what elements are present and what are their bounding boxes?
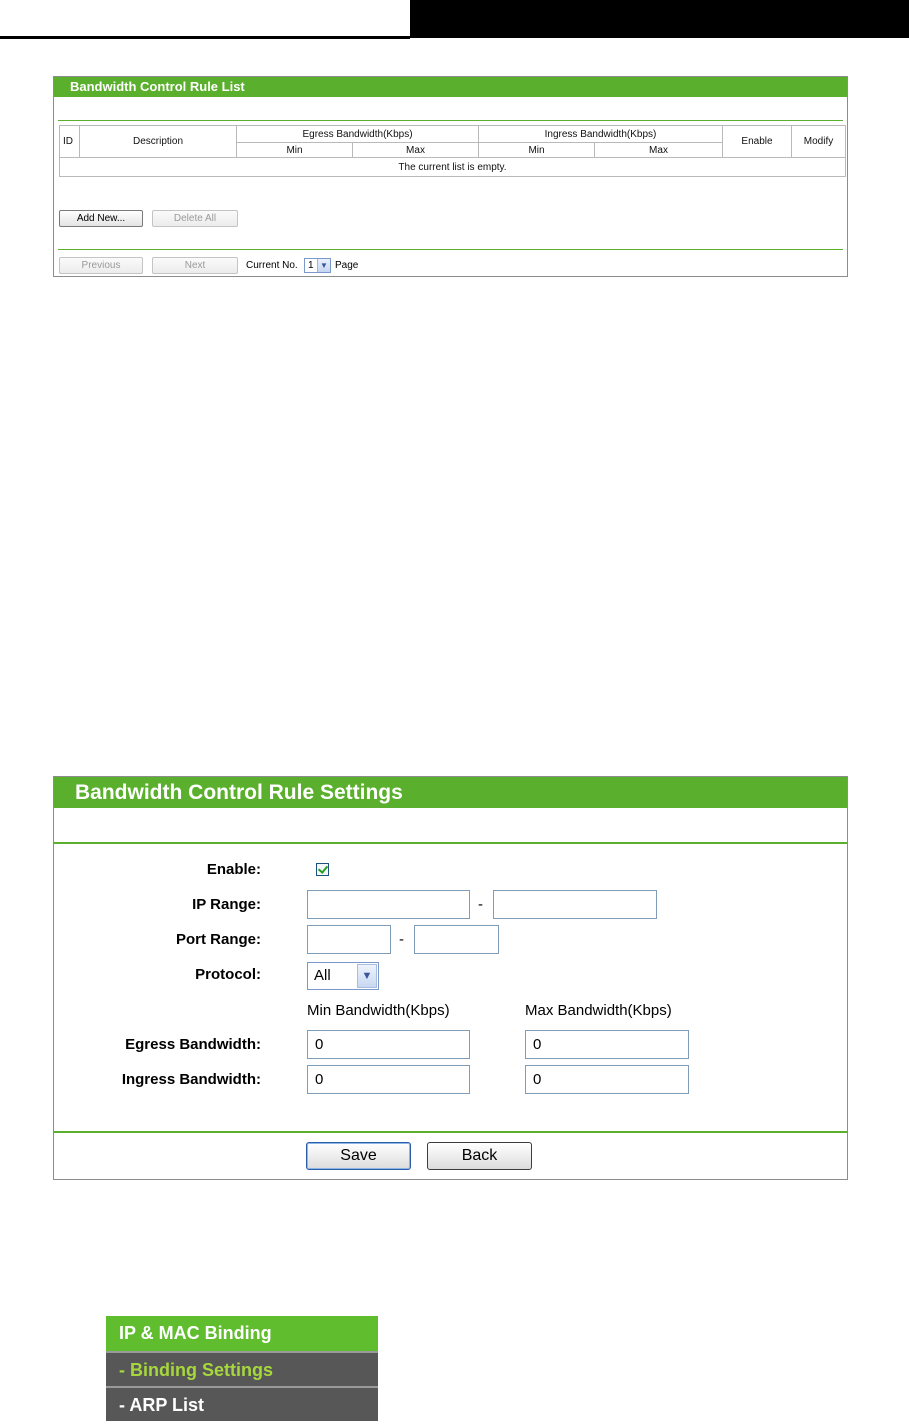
ingress-max-input[interactable]: 0	[525, 1065, 689, 1094]
min-bandwidth-header: Min Bandwidth(Kbps)	[307, 1002, 450, 1019]
ip-start-input[interactable]	[307, 890, 470, 919]
ip-end-input[interactable]	[493, 890, 657, 919]
col-description: Description	[80, 126, 237, 158]
rule-table	[59, 125, 846, 177]
divider	[54, 842, 847, 844]
menu-header-ip-mac-binding[interactable]: IP & MAC Binding	[106, 1316, 378, 1351]
port-end-input[interactable]	[414, 925, 499, 954]
chevron-down-icon: ▼	[357, 964, 377, 988]
chevron-down-icon: ▼	[317, 259, 330, 272]
egress-max-input[interactable]: 0	[525, 1030, 689, 1059]
col-egress-min: Min	[237, 143, 353, 158]
empty-list-message: The current list is empty.	[60, 158, 846, 177]
header-rule	[0, 36, 410, 39]
col-ingress: Ingress Bandwidth(Kbps)	[479, 126, 723, 143]
col-ingress-min: Min	[479, 143, 595, 158]
current-no-label: Current No.	[246, 260, 298, 271]
range-separator: -	[478, 896, 483, 913]
max-bandwidth-header: Max Bandwidth(Kbps)	[525, 1002, 672, 1019]
port-start-input[interactable]	[307, 925, 391, 954]
rule-settings-panel	[53, 776, 848, 1180]
range-separator: -	[399, 931, 404, 948]
col-id: ID	[60, 126, 80, 158]
divider	[58, 120, 843, 121]
save-button[interactable]: Save	[306, 1142, 411, 1170]
side-menu	[106, 1316, 378, 1421]
egress-min-input[interactable]: 0	[307, 1030, 470, 1059]
port-range-label: Port Range:	[175, 931, 261, 948]
protocol-value: All	[314, 967, 331, 984]
back-button[interactable]: Back	[427, 1142, 532, 1170]
delete-all-button[interactable]: Delete All	[152, 210, 238, 227]
col-modify: Modify	[792, 126, 846, 158]
enable-label: Enable:	[206, 861, 261, 878]
header-bar	[410, 0, 909, 38]
rule-settings-title: Bandwidth Control Rule Settings	[54, 777, 847, 808]
ip-range-label: IP Range:	[192, 896, 261, 913]
page-select-value: 1	[308, 260, 314, 271]
protocol-label: Protocol:	[195, 966, 261, 983]
add-new-button[interactable]: Add New...	[59, 210, 143, 227]
col-egress-max: Max	[353, 143, 479, 158]
menu-item-arp-list[interactable]: - ARP List	[106, 1386, 378, 1421]
next-button[interactable]: Next	[152, 257, 238, 274]
col-ingress-max: Max	[595, 143, 723, 158]
ingress-min-input[interactable]: 0	[307, 1065, 470, 1094]
col-enable: Enable	[723, 126, 792, 158]
page-select[interactable]	[304, 258, 331, 273]
divider	[58, 249, 843, 250]
enable-checkbox[interactable]	[316, 863, 329, 876]
egress-bandwidth-label: Egress Bandwidth:	[125, 1036, 261, 1053]
ingress-bandwidth-label: Ingress Bandwidth:	[121, 1071, 261, 1088]
protocol-select[interactable]	[307, 962, 379, 990]
menu-item-binding-settings[interactable]: - Binding Settings	[106, 1351, 378, 1386]
col-egress: Egress Bandwidth(Kbps)	[237, 126, 479, 143]
rule-list-title: Bandwidth Control Rule List	[54, 77, 847, 97]
page-label: Page	[335, 260, 359, 271]
previous-button[interactable]: Previous	[59, 257, 143, 274]
rule-list-panel	[53, 76, 848, 277]
divider	[54, 1131, 847, 1133]
